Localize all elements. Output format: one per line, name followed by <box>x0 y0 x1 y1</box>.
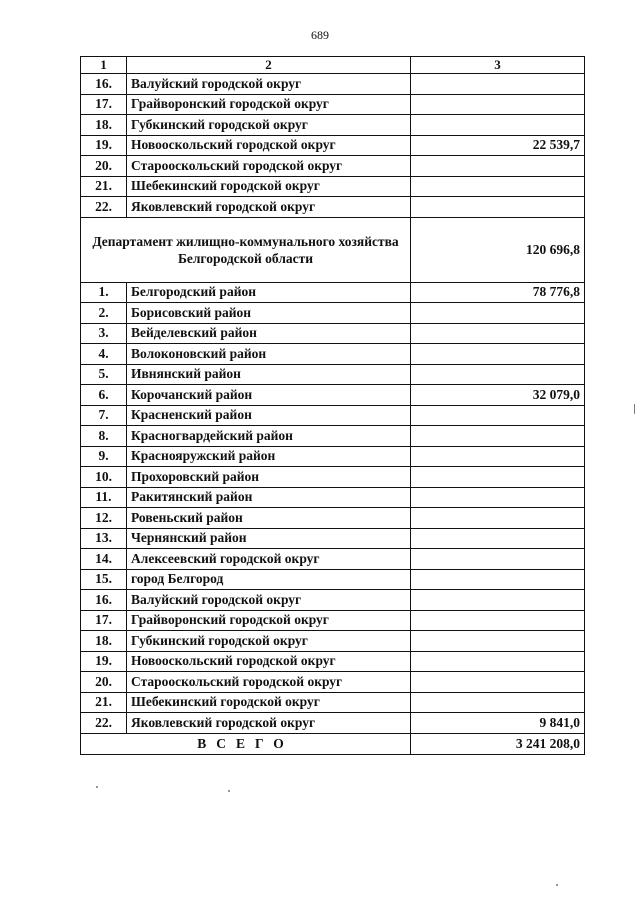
appropriations-table <box>80 56 585 755</box>
amount-cell <box>411 344 585 365</box>
table-row <box>81 590 585 611</box>
amount-cell <box>411 303 585 324</box>
table-row <box>81 156 585 177</box>
municipality-name: Ивнянский район <box>127 364 411 385</box>
municipality-name: Белгородский район <box>127 282 411 303</box>
municipality-name: Ракитянский район <box>127 487 411 508</box>
group1-rows <box>81 74 585 218</box>
table-row <box>81 487 585 508</box>
row-number: 18. <box>81 631 127 652</box>
row-number: 14. <box>81 549 127 570</box>
amount-cell <box>411 528 585 549</box>
amount-cell <box>411 197 585 218</box>
municipality-name: Валуйский городской округ <box>127 590 411 611</box>
row-number: 9. <box>81 446 127 467</box>
amount-cell <box>411 426 585 447</box>
municipality-name: Чернянский район <box>127 528 411 549</box>
row-number: 1. <box>81 282 127 303</box>
municipality-name: Алексеевский городской округ <box>127 549 411 570</box>
total-row <box>81 733 585 754</box>
table-row <box>81 446 585 467</box>
amount-cell: 32 079,0 <box>411 385 585 406</box>
table-row <box>81 344 585 365</box>
table-row <box>81 610 585 631</box>
municipality-name: Корочанский район <box>127 385 411 406</box>
amount-cell <box>411 672 585 693</box>
row-number: 6. <box>81 385 127 406</box>
amount-cell <box>411 508 585 529</box>
row-number: 21. <box>81 692 127 713</box>
department-row <box>81 217 585 282</box>
amount-cell: 9 841,0 <box>411 713 585 734</box>
row-number: 7. <box>81 405 127 426</box>
amount-cell <box>411 549 585 570</box>
row-number: 22. <box>81 713 127 734</box>
amount-cell <box>411 74 585 95</box>
amount-cell <box>411 651 585 672</box>
amount-cell: 22 539,7 <box>411 135 585 156</box>
amount-cell: 78 776,8 <box>411 282 585 303</box>
row-number: 17. <box>81 610 127 631</box>
municipality-name: город Белгород <box>127 569 411 590</box>
amount-cell <box>411 487 585 508</box>
amount-cell <box>411 115 585 136</box>
table-row <box>81 385 585 406</box>
table-row <box>81 94 585 115</box>
amount-cell <box>411 467 585 488</box>
row-number: 8. <box>81 426 127 447</box>
table-row <box>81 467 585 488</box>
amount-cell <box>411 405 585 426</box>
table-row <box>81 74 585 95</box>
municipality-name: Новооскольский городской округ <box>127 651 411 672</box>
row-number: 18. <box>81 115 127 136</box>
table-row <box>81 508 585 529</box>
municipality-name: Валуйский городской округ <box>127 74 411 95</box>
amount-cell <box>411 610 585 631</box>
row-number: 17. <box>81 94 127 115</box>
table-row <box>81 282 585 303</box>
scan-speck <box>96 786 98 788</box>
municipality-name: Старооскольский городской округ <box>127 672 411 693</box>
municipality-name: Борисовский район <box>127 303 411 324</box>
table-header-row <box>81 57 585 74</box>
amount-cell <box>411 156 585 177</box>
table-row <box>81 197 585 218</box>
row-number: 20. <box>81 672 127 693</box>
municipality-name: Вейделевский район <box>127 323 411 344</box>
column-header: 1 <box>81 57 127 74</box>
row-number: 19. <box>81 135 127 156</box>
table-row <box>81 364 585 385</box>
row-number: 15. <box>81 569 127 590</box>
department-amount: 120 696,8 <box>411 217 585 282</box>
municipality-name: Шебекинский городской округ <box>127 692 411 713</box>
amount-cell <box>411 446 585 467</box>
table-row <box>81 115 585 136</box>
row-number: 22. <box>81 197 127 218</box>
row-number: 12. <box>81 508 127 529</box>
table-row <box>81 176 585 197</box>
table-row <box>81 651 585 672</box>
table-row <box>81 528 585 549</box>
row-number: 5. <box>81 364 127 385</box>
municipality-name: Шебекинский городской округ <box>127 176 411 197</box>
row-number: 20. <box>81 156 127 177</box>
page-number: 689 <box>311 28 329 42</box>
row-number: 13. <box>81 528 127 549</box>
column-header: 2 <box>127 57 411 74</box>
table-row <box>81 426 585 447</box>
municipality-name: Ровеньский район <box>127 508 411 529</box>
row-number: 11. <box>81 487 127 508</box>
municipality-name: Красногвардейский район <box>127 426 411 447</box>
table-row <box>81 672 585 693</box>
total-label: ВСЕГО <box>81 733 411 754</box>
amount-cell <box>411 94 585 115</box>
table-row <box>81 569 585 590</box>
row-number: 19. <box>81 651 127 672</box>
total-amount: 3 241 208,0 <box>411 733 585 754</box>
municipality-name: Волоконовский район <box>127 344 411 365</box>
scan-speck <box>228 790 230 792</box>
municipality-name: Старооскольский городской округ <box>127 156 411 177</box>
group2-rows <box>81 282 585 733</box>
municipality-name: Грайворонский городской округ <box>127 610 411 631</box>
department-name: Департамент жилищно-коммунального хозяйства Белгородской области <box>81 217 411 282</box>
amount-cell <box>411 569 585 590</box>
row-number: 4. <box>81 344 127 365</box>
amount-cell <box>411 323 585 344</box>
amount-cell <box>411 590 585 611</box>
municipality-name: Красненский район <box>127 405 411 426</box>
table-row <box>81 631 585 652</box>
scan-speck <box>634 404 635 414</box>
amount-cell <box>411 631 585 652</box>
table-row <box>81 405 585 426</box>
row-number: 10. <box>81 467 127 488</box>
municipality-name: Губкинский городской округ <box>127 115 411 136</box>
table-row <box>81 549 585 570</box>
municipality-name: Краснояружский район <box>127 446 411 467</box>
municipality-name: Прохоровский район <box>127 467 411 488</box>
municipality-name: Губкинский городской округ <box>127 631 411 652</box>
amount-cell <box>411 364 585 385</box>
municipality-name: Яковлевский городской округ <box>127 197 411 218</box>
column-header: 3 <box>411 57 585 74</box>
row-number: 16. <box>81 590 127 611</box>
row-number: 16. <box>81 74 127 95</box>
municipality-name: Новооскольский городской округ <box>127 135 411 156</box>
table-row <box>81 323 585 344</box>
table-row <box>81 303 585 324</box>
amount-cell <box>411 176 585 197</box>
amount-cell <box>411 692 585 713</box>
municipality-name: Грайворонский городской округ <box>127 94 411 115</box>
scan-speck <box>556 884 558 886</box>
row-number: 3. <box>81 323 127 344</box>
table-row <box>81 692 585 713</box>
municipality-name: Яковлевский городской округ <box>127 713 411 734</box>
row-number: 2. <box>81 303 127 324</box>
table-row <box>81 713 585 734</box>
table-row <box>81 135 585 156</box>
row-number: 21. <box>81 176 127 197</box>
